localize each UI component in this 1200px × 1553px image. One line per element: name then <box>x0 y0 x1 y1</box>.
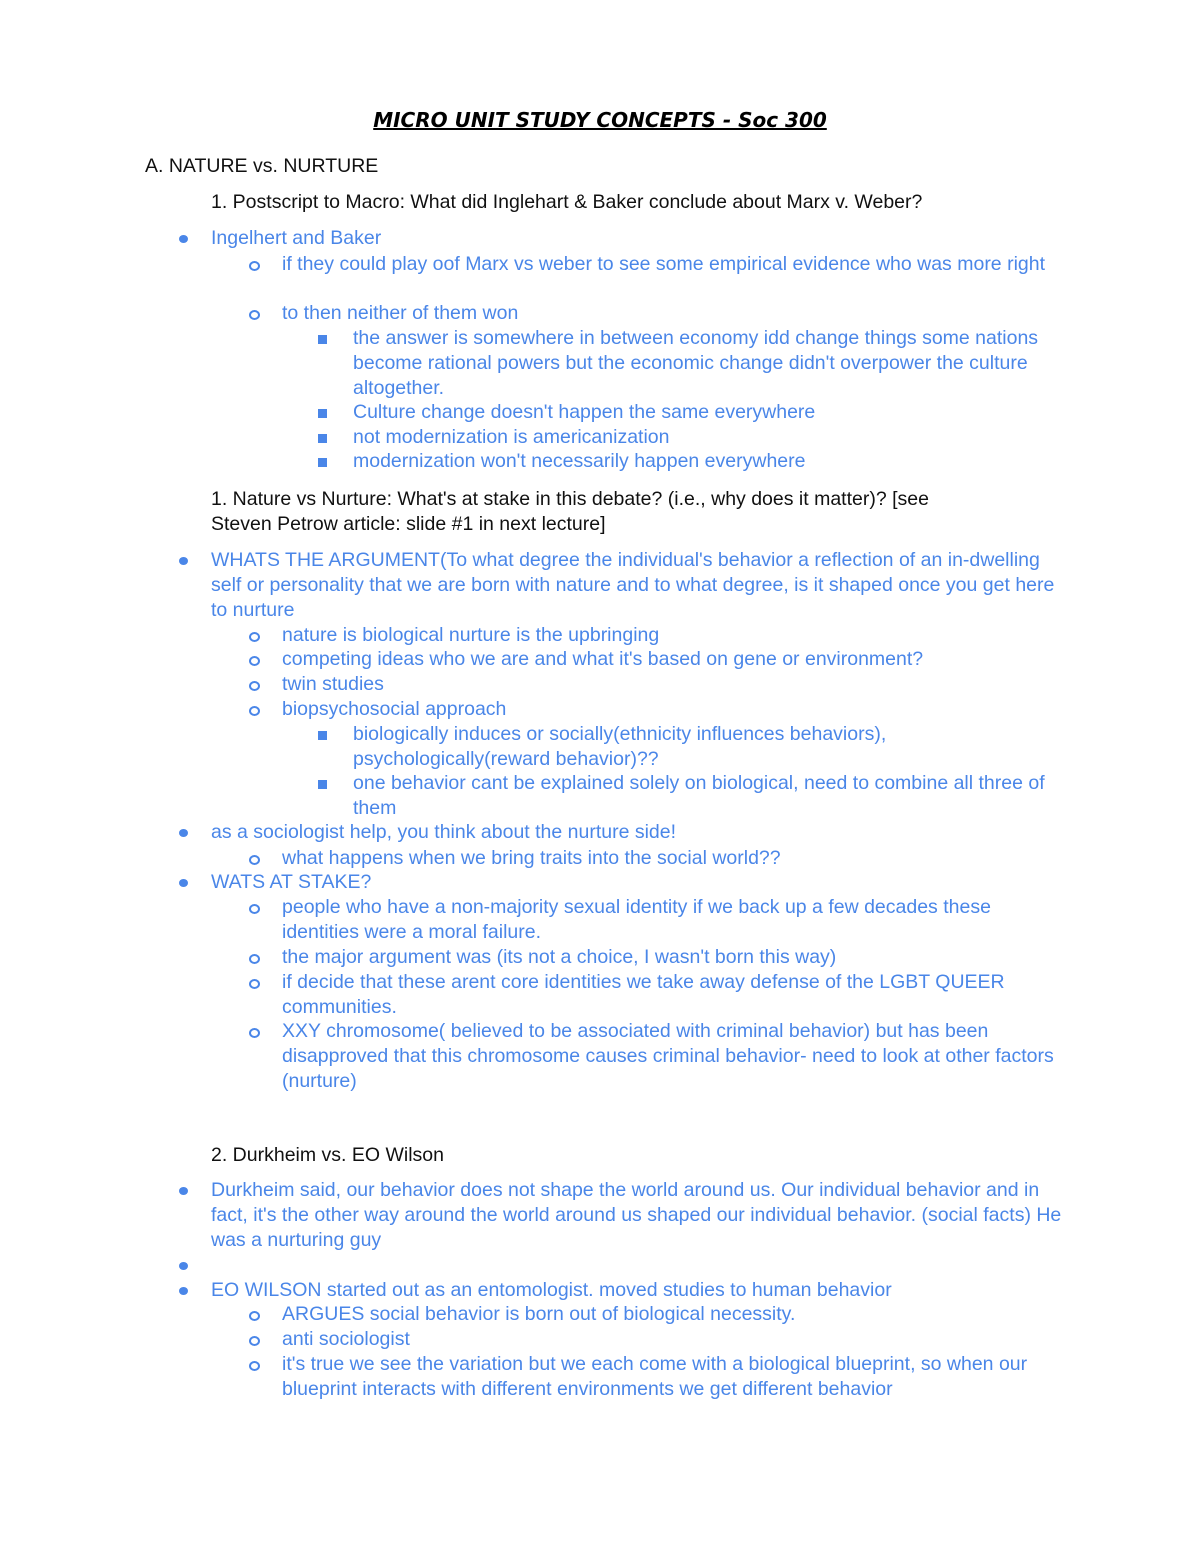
list-item: twin studies <box>282 673 384 695</box>
square-bullet-icon <box>318 731 327 740</box>
list-item: competing ideas who we are and what it's based on gene or environment? <box>282 648 924 670</box>
circle-bullet-icon <box>249 706 260 716</box>
circle-bullet-icon <box>249 954 260 964</box>
circle-bullet-icon <box>249 979 260 989</box>
section-heading: A. NATURE vs. NURTURE <box>145 155 379 177</box>
bullet-icon <box>179 235 188 243</box>
circle-bullet-icon <box>249 681 260 691</box>
list-item: not modernization is americanization <box>353 426 670 448</box>
circle-bullet-icon <box>249 1311 260 1321</box>
list-item: people who have a non-majority sexual identity if we back up a few decades these identities were a moral failure. <box>282 896 991 943</box>
question-heading-continued: Steven Petrow article: slide #1 in next lecture] <box>211 513 606 535</box>
empty-bullet-icon <box>179 1262 188 1270</box>
square-bullet-icon <box>318 434 327 443</box>
list-item: Culture change doesn't happen the same everywhere <box>353 401 816 423</box>
list-item: what happens when we bring traits into the social world?? <box>282 847 781 869</box>
list-item: to then neither of them won <box>282 302 519 324</box>
list-item: biologically induces or socially(ethnicity influences behaviors), psychologically(reward behavior)?? <box>353 723 887 770</box>
list-item: one behavior cant be explained solely on biological, need to combine all three of them <box>353 772 1045 819</box>
list-item: EO WILSON started out as an entomologist. moved studies to human behavior <box>211 1279 892 1301</box>
bullet-icon <box>179 879 188 887</box>
bullet-icon <box>179 557 188 565</box>
square-bullet-icon <box>318 458 327 467</box>
list-item: anti sociologist <box>282 1328 410 1350</box>
page-title: MICRO UNIT STUDY CONCEPTS - Soc 300 <box>373 108 827 132</box>
question-heading: 2. Durkheim vs. EO Wilson <box>211 1144 444 1166</box>
list-item: modernization won't necessarily happen everywhere <box>353 450 806 472</box>
circle-bullet-icon <box>249 656 260 666</box>
list-item: nature is biological nurture is the upbringing <box>282 624 660 646</box>
square-bullet-icon <box>318 409 327 418</box>
circle-bullet-icon <box>249 1361 260 1371</box>
list-item: as a sociologist help, you think about the nurture side! <box>211 821 677 843</box>
circle-bullet-icon <box>249 632 260 642</box>
circle-bullet-icon <box>249 261 260 271</box>
list-item: WHATS THE ARGUMENT(To what degree the individual's behavior a reflection of an in-dwelling self or personality that we are born with nature and to what degree, is it shaped once you get here to nurture <box>211 549 1055 621</box>
list-item: Ingelhert and Baker <box>211 227 382 249</box>
list-item: biopsychosocial approach <box>282 698 507 720</box>
list-item: if decide that these arent core identities we take away defense of the LGBT QUEER communities. <box>282 971 1005 1018</box>
list-item: if they could play oof Marx vs weber to see some empirical evidence who was more right <box>282 253 1046 275</box>
bullet-icon <box>179 1287 188 1295</box>
circle-bullet-icon <box>249 1028 260 1038</box>
list-item: XXY chromosome( believed to be associated with criminal behavior) but has been disapproved that this chromosome causes criminal behavior- need to look at other factors (nurture) <box>282 1020 1054 1092</box>
list-item: it's true we see the variation but we each come with a biological blueprint, so when our blueprint interacts with different environments we get different behavior <box>282 1353 1028 1400</box>
square-bullet-icon <box>318 780 327 789</box>
list-item: the answer is somewhere in between economy idd change things some nations become rational powers but the economic change didn't overpower the culture altogether. <box>353 327 1039 399</box>
question-heading: 1. Nature vs Nurture: What's at stake in this debate? (i.e., why does it matter)? [see <box>211 488 929 510</box>
list-item: Durkheim said, our behavior does not shape the world around us. Our individual behavior and in fact, it's the other way around the world around us shaped our individual behavior. (social facts) He was a nurturing guy <box>211 1179 1062 1251</box>
circle-bullet-icon <box>249 310 260 320</box>
bullet-icon <box>179 829 188 837</box>
circle-bullet-icon <box>249 1336 260 1346</box>
list-item: the major argument was (its not a choice, I wasn't born this way) <box>282 946 837 968</box>
list-item: ARGUES social behavior is born out of biological necessity. <box>282 1303 796 1325</box>
question-heading: 1. Postscript to Macro: What did Inglehart & Baker conclude about Marx v. Weber? <box>211 191 923 213</box>
list-item: WATS AT STAKE? <box>211 871 372 893</box>
circle-bullet-icon <box>249 904 260 914</box>
circle-bullet-icon <box>249 855 260 865</box>
square-bullet-icon <box>318 335 327 344</box>
bullet-icon <box>179 1187 188 1195</box>
